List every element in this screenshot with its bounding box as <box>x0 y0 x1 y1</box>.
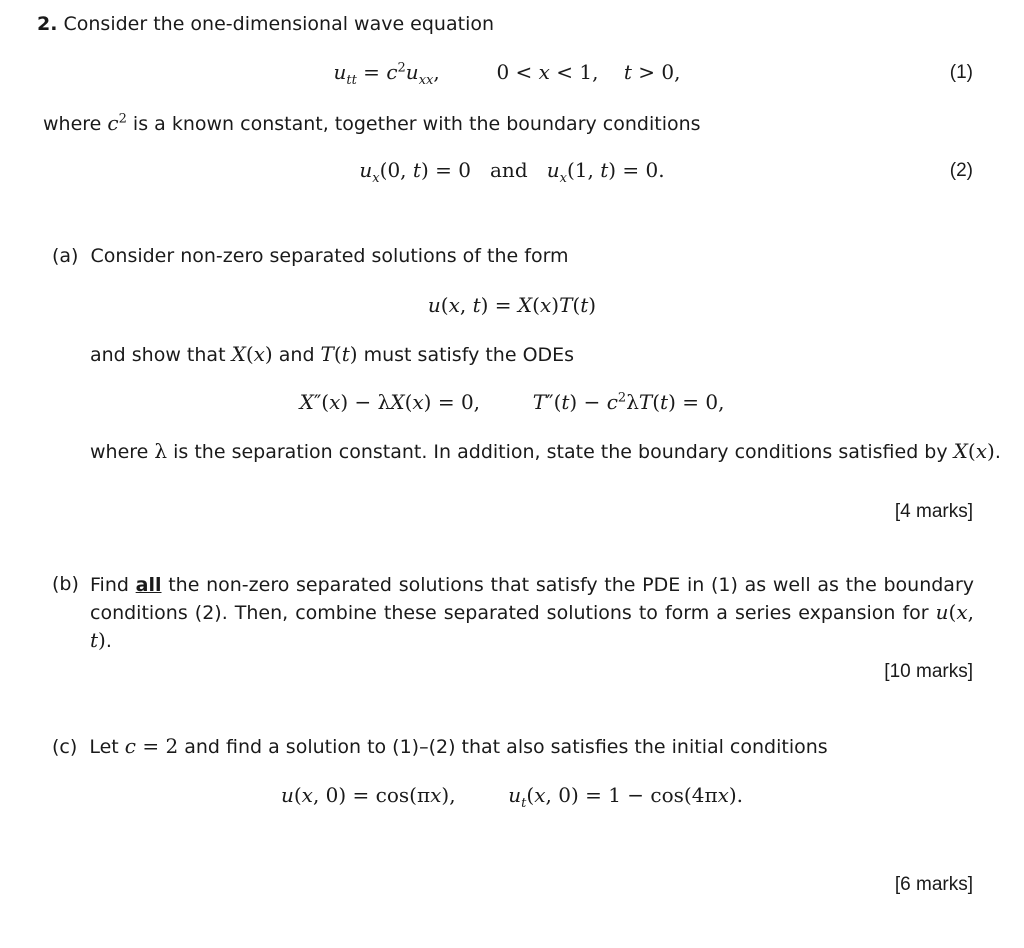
part-b-text: Find all the non-zero separated solutions that satisfy the PDE in (1) as well as the boundary conditions (2). Then, combine these separated solutions to form a series expansion for u(x, t). <box>90 574 975 652</box>
part-a-line1: Consider non-zero separated solutions of the form <box>90 245 569 267</box>
part-b-text-1: Find <box>90 574 136 596</box>
part-a-separated-form: u(x, t) = X(x)T(t) <box>427 293 597 317</box>
where-line: where $c^2$ is a known constant, together with the boundary conditions <box>43 111 701 135</box>
part-c-initial-conditions: u(x, 0) = cos(πx), $u_t(x$, 0) = 1 − cos(4πx). <box>280 783 744 811</box>
part-a-line3: where λ is the separation constant. In addition, state the boundary conditions satisfied by X(x). <box>90 439 1001 463</box>
question-intro-text: Consider the one-dimensional wave equation <box>63 13 495 35</box>
question-number: 2. <box>37 13 58 35</box>
part-a-marks: [4 marks] <box>894 501 973 522</box>
equation-2: $u_x(0$, t) = 0 and $u_x(1$, t) = 0. <box>359 158 665 186</box>
equation-1: $u_{tt} = c^2u_{xx}$, 0 < x < 1, t > 0, <box>333 60 681 88</box>
part-c-marks: [6 marks] <box>894 874 973 895</box>
part-b-marks: [10 marks] <box>884 661 973 682</box>
part-c-intro: (c) Let c = 2 and find a solution to (1)–(2) that also satisfies the initial conditions <box>52 734 828 758</box>
equation-1-label: (1) <box>949 62 973 83</box>
part-a-line2: and show that X(x) and T(t) must satisfy the ODEs <box>90 342 575 366</box>
part-a-intro <box>52 245 569 267</box>
part-a-label: (a) <box>52 245 79 267</box>
part-b-emphasis: all <box>135 574 162 596</box>
question-intro <box>37 13 494 35</box>
part-b-label: (b) <box>52 573 79 595</box>
equation-2-label: (2) <box>949 160 973 181</box>
part-a-odes: X″(x) − λX(x) = 0, $T''(t) - c^2\lambda T(t) = 0$, <box>299 390 725 414</box>
part-c-label: (c) <box>52 736 78 758</box>
